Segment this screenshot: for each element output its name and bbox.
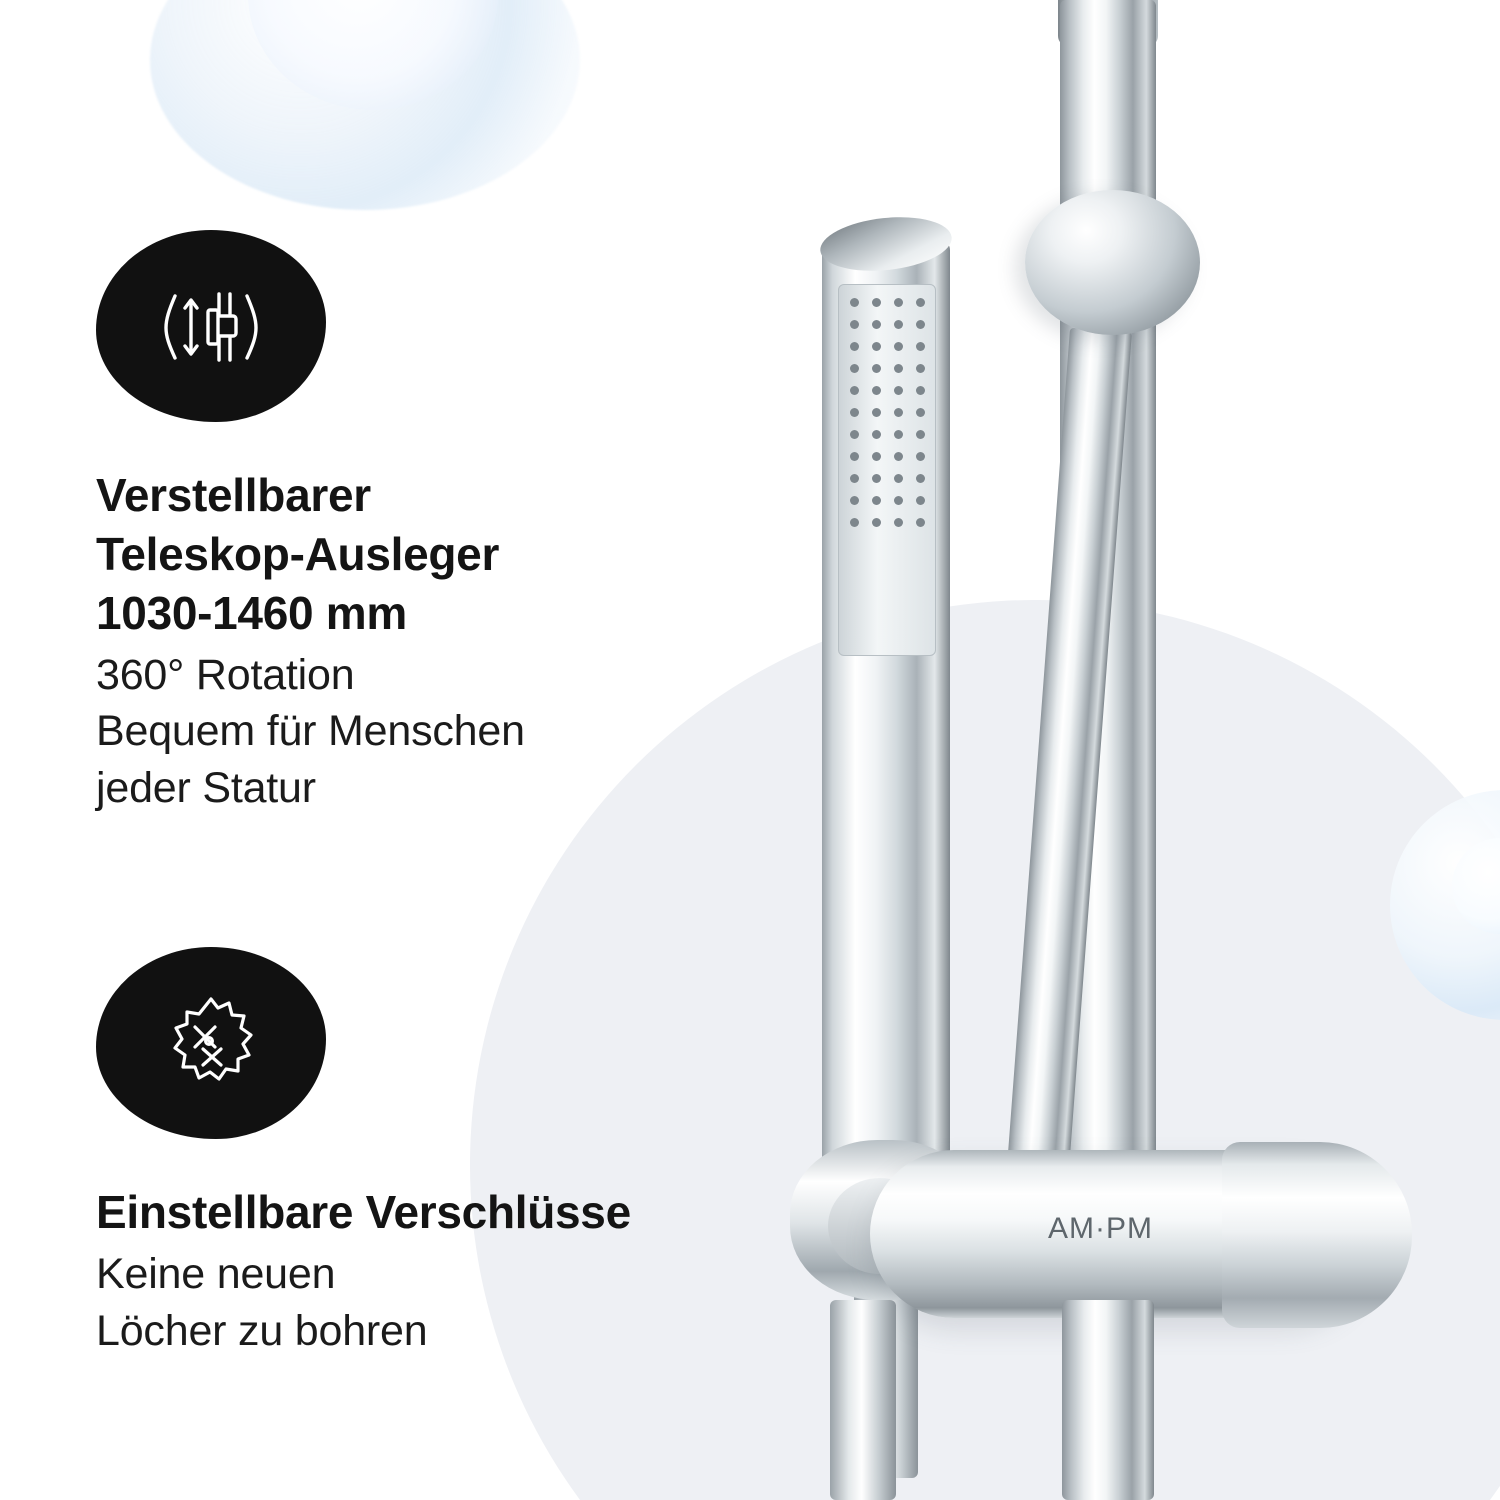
slide-bar-lower: [1062, 1300, 1154, 1500]
shower-hose-lower: [830, 1300, 896, 1500]
feature-title-line: 1030-1460 mm: [96, 586, 407, 639]
feature-sub-telescopic: [96, 647, 736, 817]
feature-title-telescopic: [96, 466, 736, 643]
feature-sub-line: Löcher zu bohren: [96, 1306, 428, 1355]
feature-block-telescopic: [96, 230, 736, 817]
wall-bracket-disc: [1025, 190, 1200, 335]
feature-block-no-drilling: [96, 947, 736, 1359]
hand-shower: [810, 218, 962, 1278]
feature-title-line: Einstellbare Verschlüsse: [96, 1185, 631, 1238]
feature-title-line: Verstellbarer: [96, 469, 371, 521]
no-drilling-gear-icon-badge: [96, 947, 326, 1139]
feature-sub-line: 360° Rotation: [96, 650, 355, 699]
brand-logo: AM·PM: [1048, 1212, 1153, 1245]
feature-list: [96, 230, 736, 1359]
hand-shower-spray-face: [838, 284, 936, 656]
feature-sub-line: Keine neuen: [96, 1249, 336, 1298]
feature-sub-no-drilling: [96, 1246, 736, 1360]
adjustable-height-rail-icon: [155, 274, 267, 378]
product-photo: [770, 0, 1500, 1500]
adjustable-height-rail-icon-badge: [96, 230, 326, 422]
feature-sub-line: jeder Statur: [96, 764, 316, 813]
no-drilling-gear-icon: [159, 991, 263, 1095]
feature-sub-line: Bequem für Menschen: [96, 707, 525, 756]
mixer-handle: [1222, 1142, 1412, 1328]
feature-title-line: Teleskop-Ausleger: [96, 527, 500, 580]
feature-title-no-drilling: [96, 1183, 736, 1242]
